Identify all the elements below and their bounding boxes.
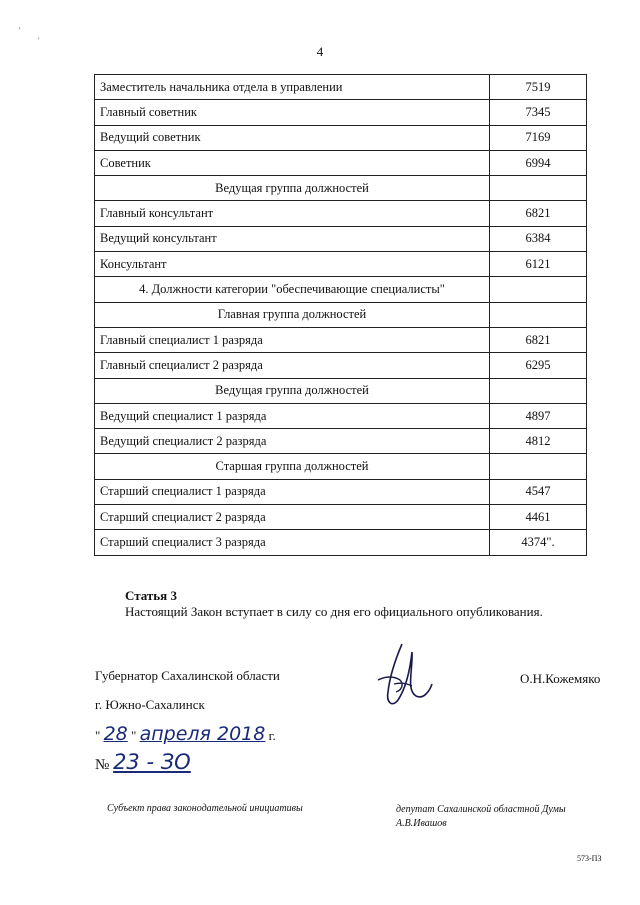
date-line — [95, 723, 276, 745]
margin-mark-1: ' — [19, 26, 21, 35]
position-name: Ведущий специалист 1 разряда — [95, 403, 490, 428]
footer-deputy-name: А.В.Ивашов — [396, 818, 447, 829]
law-number-line — [95, 750, 191, 774]
salary-value: 6121 — [490, 252, 587, 277]
table-group-header — [95, 176, 587, 201]
salary-value — [490, 378, 587, 403]
table-row — [95, 100, 587, 125]
table-group-header — [95, 378, 587, 403]
table-row — [95, 403, 587, 428]
city: г. Южно-Сахалинск — [95, 697, 205, 712]
position-name: Советник — [95, 150, 490, 175]
salary-value: 4897 — [490, 403, 587, 428]
position-name: 4. Должности категории "обеспечивающие специалисты" — [95, 277, 490, 302]
position-name: Старший специалист 3 разряда — [95, 530, 490, 555]
salary-value — [490, 277, 587, 302]
salary-value: 4461 — [490, 505, 587, 530]
position-name: Старшая группа должностей — [95, 454, 490, 479]
table-row — [95, 75, 587, 100]
salary-value: 4812 — [490, 429, 587, 454]
position-name: Главный советник — [95, 100, 490, 125]
salary-value: 4374". — [490, 530, 587, 555]
table-row — [95, 327, 587, 352]
position-name: Главный специалист 1 разряда — [95, 327, 490, 352]
table-row — [95, 226, 587, 251]
date-month-year: апреля 2018 — [139, 723, 266, 745]
salary-value: 7169 — [490, 125, 587, 150]
date-open-quote: " — [95, 728, 101, 743]
handwritten-signature — [372, 640, 436, 712]
page-number: 4 — [316, 44, 324, 59]
position-name: Ведущий специалист 2 разряда — [95, 429, 490, 454]
law-number: 23 - ЗО — [113, 750, 191, 774]
salary-value: 6384 — [490, 226, 587, 251]
signatory-name: О.Н.Кожемяко — [520, 671, 601, 686]
salary-value: 6994 — [490, 150, 587, 175]
salary-value: 6295 — [490, 353, 587, 378]
footer-deputy-title: депутат Сахалинской областной Думы — [396, 804, 566, 815]
number-prefix: № — [95, 757, 110, 773]
date-day: 28 — [103, 723, 128, 745]
salary-value: 6821 — [490, 327, 587, 352]
signatory-position: Губернатор Сахалинской области — [95, 668, 280, 683]
footer-initiative-subject: Субъект права законодательной инициативы — [107, 803, 303, 814]
salary-value — [490, 176, 587, 201]
position-name: Главный консультант — [95, 201, 490, 226]
date-suffix: г. — [268, 728, 276, 743]
position-name: Старший специалист 1 разряда — [95, 479, 490, 504]
salary-table — [94, 74, 587, 556]
table-row — [95, 479, 587, 504]
position-name: Ведущая группа должностей — [95, 176, 490, 201]
position-name: Ведущий советник — [95, 125, 490, 150]
salary-value: 7345 — [490, 100, 587, 125]
position-name: Ведущая группа должностей — [95, 378, 490, 403]
salary-value: 4547 — [490, 479, 587, 504]
salary-value — [490, 454, 587, 479]
salary-value — [490, 302, 587, 327]
document-code: 573-ПЗ — [577, 854, 602, 863]
date-close-quote: " — [131, 728, 137, 743]
table-row — [95, 125, 587, 150]
salary-value: 6821 — [490, 201, 587, 226]
table-row — [95, 353, 587, 378]
position-name: Консультант — [95, 252, 490, 277]
position-name: Заместитель начальника отдела в управлении — [95, 75, 490, 100]
table-row — [95, 201, 587, 226]
position-name: Главный специалист 2 разряда — [95, 353, 490, 378]
table-row — [95, 252, 587, 277]
table-row — [95, 150, 587, 175]
table-group-header — [95, 302, 587, 327]
table-row — [95, 505, 587, 530]
article-3 — [125, 588, 543, 620]
position-name: Ведущий консультант — [95, 226, 490, 251]
position-name: Старший специалист 2 разряда — [95, 505, 490, 530]
article-text: Настоящий Закон вступает в силу со дня его официального опубликования. — [125, 604, 543, 619]
table-group-header — [95, 454, 587, 479]
table-row — [95, 429, 587, 454]
table-group-header — [95, 277, 587, 302]
footer-deputy — [396, 803, 566, 831]
table-row — [95, 530, 587, 555]
margin-mark-2: ' — [38, 36, 40, 45]
position-name: Главная группа должностей — [95, 302, 490, 327]
salary-value: 7519 — [490, 75, 587, 100]
article-title: Статья 3 — [125, 588, 177, 603]
